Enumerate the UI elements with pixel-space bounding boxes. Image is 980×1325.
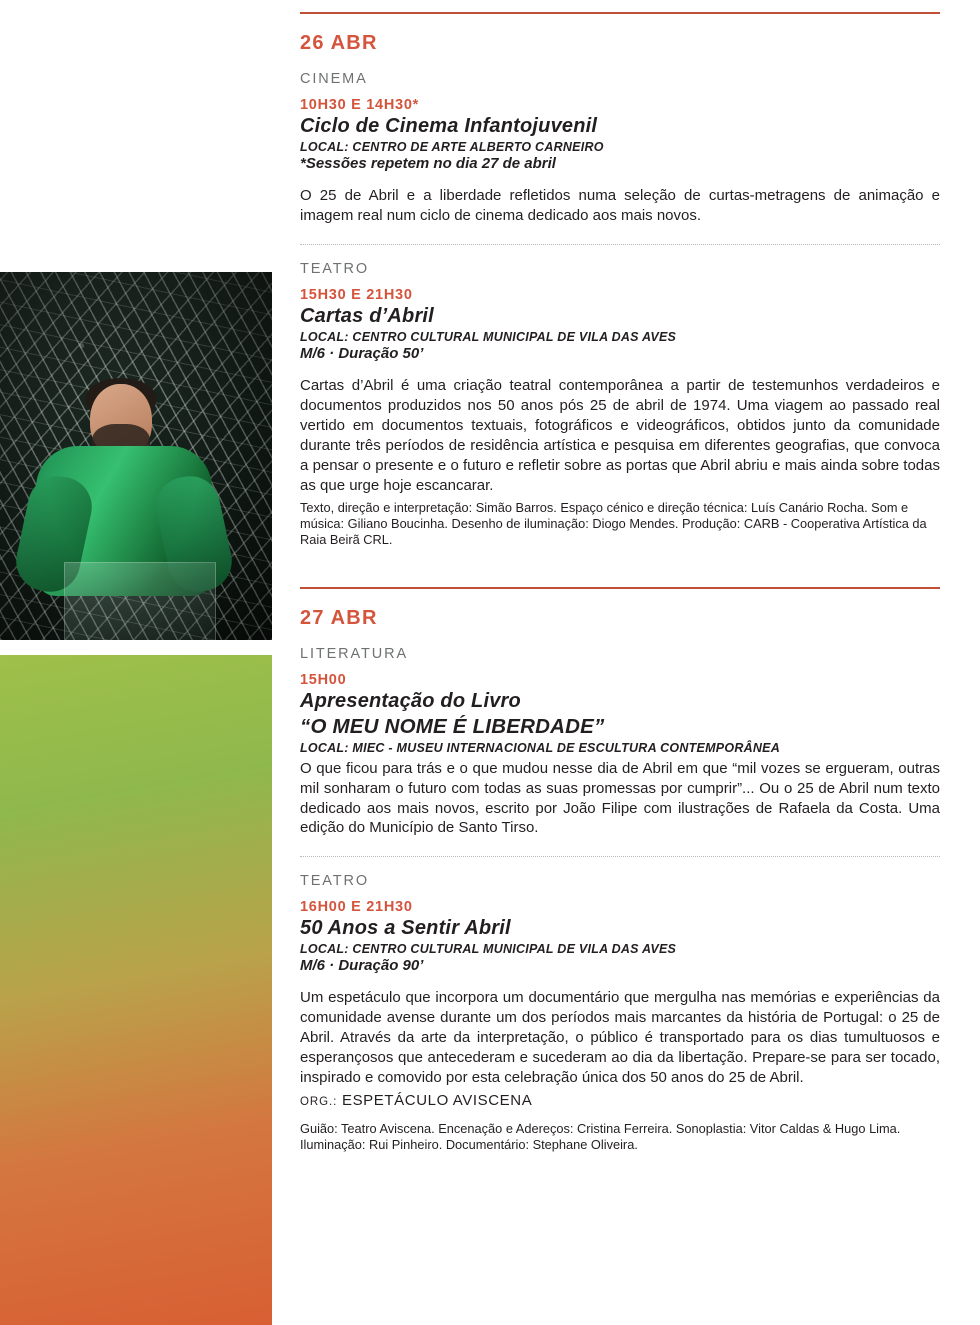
event-title-book: “O MEU NOME É LIBERDADE” [300, 714, 605, 738]
event-title: Apresentação do Livro [300, 689, 521, 712]
day-divider-rule [300, 12, 940, 14]
day-divider-rule [300, 587, 940, 589]
event-note: *Sessões repetem no dia 27 de abril [300, 155, 556, 172]
event-credits: Guião: Teatro Aviscena. Encenação e Adereços: Cristina Ferreira. Sonoplastia: Vitor Caldas & Hugo Lima. Iluminação: Rui Pinheiro. Documentário: Stephane Oliveira. [300, 1121, 901, 1153]
event-description: Um espetáculo que incorpora um documentário que mergulha nas memórias e experiências da comunidade avense durante um dos períodos mais marcantes da história de Portugal: o 25 de Abril. Através da arte da interpretação, o público é transportado para os dias tumultuosos e esperançosos que antecederam e sucederam ao dia da libertação. Prepare-se para ser tocado, inspirado e comovido por esta celebração única dos 50 anos do 25 de Abril. [300, 989, 940, 1087]
event-category: TEATRO [300, 873, 370, 890]
event-category: LITERATURA [300, 645, 409, 662]
event-teatro-cartas [300, 261, 940, 549]
event-local: LOCAL: MIEC - MUSEU INTERNACIONAL DE ESCULTURA CONTEMPORÂNEA [300, 740, 781, 755]
event-teatro-50anos [300, 873, 940, 1153]
event-time: 16H00 E 21H30 [300, 899, 413, 916]
event-title: Cartas d’Abril [300, 304, 434, 327]
event-separator [300, 856, 940, 857]
day-gap [300, 549, 940, 575]
event-time: 15H00 [300, 671, 347, 688]
event-credits: Texto, direção e interpretação: Simão Barros. Espaço cénico e direção técnica: Luís Canário Rocha. Som e música: Giliano Boucinha. Desenho de iluminação: Diogo Mendes. Produção: CARB - Cooperativa Artística da Raia Beirã CRL. [300, 499, 927, 548]
photo-theatre-performer [0, 272, 272, 640]
day-title-26: 26 ABR [300, 32, 378, 54]
gradient-panel [0, 655, 272, 1325]
event-separator [300, 244, 940, 245]
day-title-27: 27 ABR [300, 606, 378, 629]
event-local: LOCAL: CENTRO CULTURAL MUNICIPAL DE VILA DAS AVES [300, 942, 677, 957]
event-category: TEATRO [300, 260, 370, 277]
event-org-value: ESPETÁCULO AVISCENA [341, 1092, 533, 1110]
event-literatura [300, 646, 940, 839]
content-column [300, 0, 940, 1154]
event-local: LOCAL: CENTRO DE ARTE ALBERTO CARNEIRO [300, 140, 604, 154]
event-description: Cartas d’Abril é uma criação teatral contemporânea a partir de testemunhos verdadeiros e documentos produzidos nos 50 anos pós 25 de abril de 1974. Uma viagem ao passado real vertido em documentos textuais, fotográficos e videográficos, obtidos junto da comunidade durante três períodos de residência artística e pesquisa em diferentes geografias, que convoca a pensar o presente e o futuro e refletir sobre as portas que Abril abriu e mais ainda sobre todas as que urge hoje escancarar. [300, 376, 940, 494]
photo-vignette [0, 272, 272, 640]
event-note: M/6 · Duração 90’ [300, 957, 424, 975]
image-column [0, 0, 272, 1325]
event-title: Ciclo de Cinema Infantojuvenil [300, 115, 598, 137]
event-description: O 25 de Abril e a liberdade refletidos numa seleção de curtas-metragens de animação e imagem real num ciclo de cinema dedicado aos mais novos. [300, 187, 940, 224]
event-time: 10H30 E 14H30* [300, 97, 419, 113]
event-description: O que ficou para trás e o que mudou nesse dia de Abril em que “mil vozes se ergueram, outras mil sonharam o futuro com todas as suas promessas por cumprir”... Ou o 25 de Abril num texto dedicado aos mais novos, escrito por João Filipe com ilustrações de Rafaela da Costa. Uma edição do Município de Santo Tirso. [300, 759, 940, 837]
event-title: 50 Anos a Sentir Abril [300, 917, 511, 940]
event-org [300, 1092, 940, 1109]
event-org-label: ORG.: [300, 1096, 338, 1109]
event-note: M/6 · Duração 50’ [300, 344, 424, 362]
event-cinema [300, 71, 940, 226]
event-local: LOCAL: CENTRO CULTURAL MUNICIPAL DE VILA DAS AVES [300, 329, 677, 344]
event-time: 15H30 E 21H30 [300, 286, 413, 303]
event-category: CINEMA [300, 71, 368, 87]
